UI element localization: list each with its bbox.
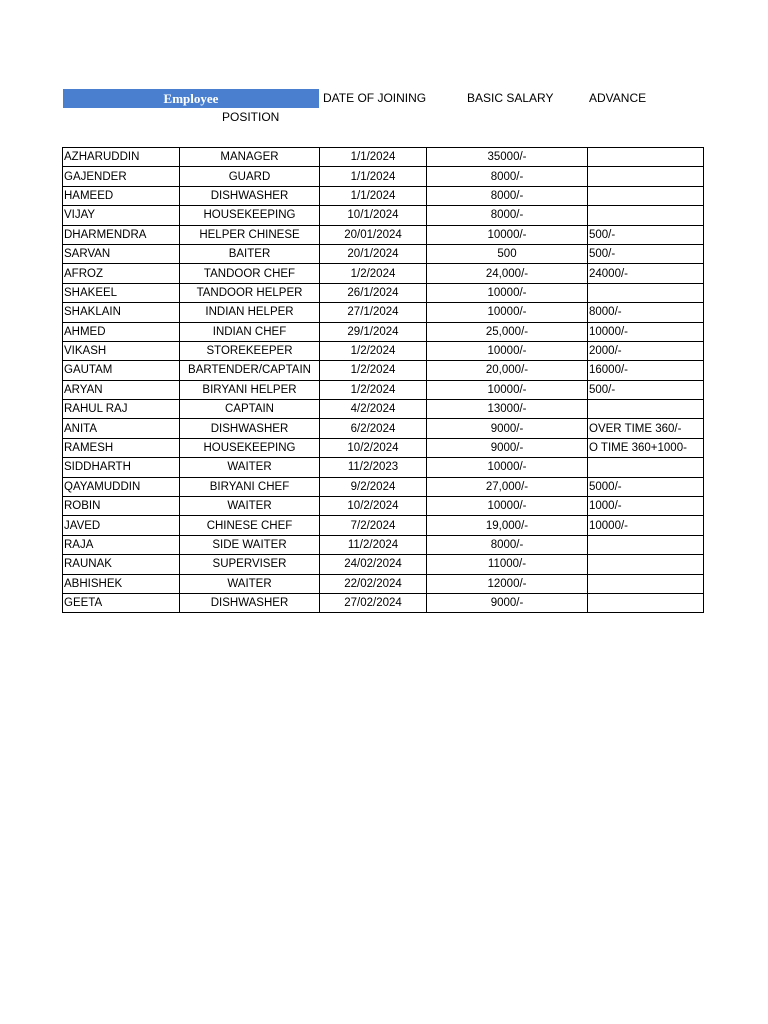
cell-date-of-joining: 26/1/2024	[320, 283, 427, 302]
cell-position: BARTENDER/CAPTAIN	[180, 361, 320, 380]
cell-position: INDIAN HELPER	[180, 303, 320, 322]
cell-basic-salary: 8000/-	[427, 186, 588, 205]
table-row	[63, 341, 704, 360]
cell-position: WAITER	[180, 574, 320, 593]
cell-date-of-joining: 20/1/2024	[320, 244, 427, 263]
cell-date-of-joining: 27/1/2024	[320, 303, 427, 322]
cell-advance	[588, 535, 704, 554]
cell-advance: 500/-	[588, 244, 704, 263]
cell-basic-salary: 9000/-	[427, 419, 588, 438]
cell-date-of-joining: 1/2/2024	[320, 361, 427, 380]
cell-date-of-joining: 7/2/2024	[320, 516, 427, 535]
employee-table	[62, 147, 704, 613]
cell-date-of-joining: 1/2/2024	[320, 264, 427, 283]
cell-name: RAUNAK	[63, 555, 180, 574]
table-row	[63, 303, 704, 322]
cell-advance	[588, 186, 704, 205]
table-row	[63, 574, 704, 593]
cell-date-of-joining: 4/2/2024	[320, 400, 427, 419]
table-row	[63, 206, 704, 225]
table-row	[63, 400, 704, 419]
cell-date-of-joining: 22/02/2024	[320, 574, 427, 593]
cell-name: AFROZ	[63, 264, 180, 283]
cell-advance	[588, 555, 704, 574]
cell-basic-salary: 24,000/-	[427, 264, 588, 283]
table-row	[63, 477, 704, 496]
cell-date-of-joining: 29/1/2024	[320, 322, 427, 341]
table-row	[63, 244, 704, 263]
cell-basic-salary: 8000/-	[427, 535, 588, 554]
cell-name: ANITA	[63, 419, 180, 438]
cell-name: RAMESH	[63, 438, 180, 457]
table-row	[63, 419, 704, 438]
cell-basic-salary: 12000/-	[427, 574, 588, 593]
cell-name: SHAKLAIN	[63, 303, 180, 322]
cell-position: TANDOOR HELPER	[180, 283, 320, 302]
table-row	[63, 148, 704, 167]
cell-date-of-joining: 24/02/2024	[320, 555, 427, 574]
cell-advance: 1000/-	[588, 497, 704, 516]
cell-position: DISHWASHER	[180, 419, 320, 438]
cell-advance	[588, 283, 704, 302]
cell-advance: 16000/-	[588, 361, 704, 380]
cell-name: SARVAN	[63, 244, 180, 263]
cell-advance	[588, 148, 704, 167]
cell-advance	[588, 593, 704, 612]
header-basic-salary: BASIC SALARY	[467, 91, 554, 105]
table-row	[63, 516, 704, 535]
cell-name: GAUTAM	[63, 361, 180, 380]
cell-position: HOUSEKEEPING	[180, 438, 320, 457]
cell-advance	[588, 458, 704, 477]
cell-position: CHINESE CHEF	[180, 516, 320, 535]
table-row	[63, 283, 704, 302]
employee-table-body	[63, 148, 704, 613]
cell-advance: 2000/-	[588, 341, 704, 360]
cell-name: RAHUL RAJ	[63, 400, 180, 419]
cell-date-of-joining: 1/2/2024	[320, 341, 427, 360]
cell-basic-salary: 25,000/-	[427, 322, 588, 341]
cell-basic-salary: 8000/-	[427, 206, 588, 225]
cell-name: HAMEED	[63, 186, 180, 205]
cell-name: JAVED	[63, 516, 180, 535]
cell-advance: 5000/-	[588, 477, 704, 496]
cell-date-of-joining: 9/2/2024	[320, 477, 427, 496]
cell-position: INDIAN CHEF	[180, 322, 320, 341]
cell-name: AZHARUDDIN	[63, 148, 180, 167]
cell-name: QAYAMUDDIN	[63, 477, 180, 496]
cell-advance: O TIME 360+1000-	[588, 438, 704, 457]
cell-date-of-joining: 1/2/2024	[320, 380, 427, 399]
cell-basic-salary: 10000/-	[427, 458, 588, 477]
cell-position: BAITER	[180, 244, 320, 263]
cell-position: DISHWASHER	[180, 593, 320, 612]
table-row	[63, 361, 704, 380]
cell-position: SUPERVISER	[180, 555, 320, 574]
cell-advance: 500/-	[588, 225, 704, 244]
table-row	[63, 593, 704, 612]
cell-basic-salary: 27,000/-	[427, 477, 588, 496]
cell-basic-salary: 20,000/-	[427, 361, 588, 380]
cell-position: DISHWASHER	[180, 186, 320, 205]
cell-basic-salary: 10000/-	[427, 380, 588, 399]
cell-position: CAPTAIN	[180, 400, 320, 419]
cell-advance	[588, 400, 704, 419]
cell-name: VIKASH	[63, 341, 180, 360]
table-row	[63, 225, 704, 244]
cell-position: BIRYANI CHEF	[180, 477, 320, 496]
table-row	[63, 438, 704, 457]
cell-name: GAJENDER	[63, 167, 180, 186]
cell-date-of-joining: 1/1/2024	[320, 148, 427, 167]
cell-position: WAITER	[180, 458, 320, 477]
cell-date-of-joining: 11/2/2023	[320, 458, 427, 477]
header-advance: ADVANCE	[589, 91, 647, 105]
cell-date-of-joining: 6/2/2024	[320, 419, 427, 438]
table-row	[63, 555, 704, 574]
cell-date-of-joining: 1/1/2024	[320, 167, 427, 186]
header-position: POSITION	[222, 110, 280, 124]
header-employee: Employee	[163, 91, 219, 106]
table-row	[63, 458, 704, 477]
cell-date-of-joining: 10/1/2024	[320, 206, 427, 225]
cell-basic-salary: 11000/-	[427, 555, 588, 574]
cell-advance	[588, 206, 704, 225]
cell-date-of-joining: 10/2/2024	[320, 438, 427, 457]
cell-basic-salary: 35000/-	[427, 148, 588, 167]
cell-name: ABHISHEK	[63, 574, 180, 593]
cell-basic-salary: 9000/-	[427, 438, 588, 457]
cell-advance: OVER TIME 360/-	[588, 419, 704, 438]
cell-date-of-joining: 10/2/2024	[320, 497, 427, 516]
cell-date-of-joining: 1/1/2024	[320, 186, 427, 205]
cell-basic-salary: 8000/-	[427, 167, 588, 186]
cell-position: STOREKEEPER	[180, 341, 320, 360]
cell-basic-salary: 10000/-	[427, 303, 588, 322]
cell-basic-salary: 500	[427, 244, 588, 263]
header-date-of-joining: DATE OF JOINING	[323, 91, 427, 105]
cell-name: RAJA	[63, 535, 180, 554]
cell-date-of-joining: 20/01/2024	[320, 225, 427, 244]
table-row	[63, 535, 704, 554]
cell-advance: 24000/-	[588, 264, 704, 283]
cell-advance: 10000/-	[588, 322, 704, 341]
cell-basic-salary: 10000/-	[427, 341, 588, 360]
cell-basic-salary: 9000/-	[427, 593, 588, 612]
cell-position: GUARD	[180, 167, 320, 186]
cell-advance: 500/-	[588, 380, 704, 399]
cell-name: VIJAY	[63, 206, 180, 225]
cell-basic-salary: 10000/-	[427, 225, 588, 244]
cell-date-of-joining: 11/2/2024	[320, 535, 427, 554]
cell-position: WAITER	[180, 497, 320, 516]
cell-basic-salary: 19,000/-	[427, 516, 588, 535]
table-row	[63, 322, 704, 341]
table-row	[63, 497, 704, 516]
cell-date-of-joining: 27/02/2024	[320, 593, 427, 612]
table-row	[63, 380, 704, 399]
cell-name: GEETA	[63, 593, 180, 612]
cell-name: DHARMENDRA	[63, 225, 180, 244]
cell-basic-salary: 10000/-	[427, 497, 588, 516]
cell-position: MANAGER	[180, 148, 320, 167]
cell-basic-salary: 10000/-	[427, 283, 588, 302]
cell-position: TANDOOR CHEF	[180, 264, 320, 283]
cell-advance	[588, 574, 704, 593]
table-row	[63, 167, 704, 186]
cell-advance	[588, 167, 704, 186]
cell-name: ROBIN	[63, 497, 180, 516]
cell-position: HOUSEKEEPING	[180, 206, 320, 225]
table-row	[63, 264, 704, 283]
cell-basic-salary: 13000/-	[427, 400, 588, 419]
cell-name: SIDDHARTH	[63, 458, 180, 477]
cell-advance: 8000/-	[588, 303, 704, 322]
cell-name: ARYAN	[63, 380, 180, 399]
cell-name: SHAKEEL	[63, 283, 180, 302]
cell-position: BIRYANI HELPER	[180, 380, 320, 399]
cell-advance: 10000/-	[588, 516, 704, 535]
cell-position: SIDE WAITER	[180, 535, 320, 554]
table-row	[63, 186, 704, 205]
cell-name: AHMED	[63, 322, 180, 341]
cell-position: HELPER CHINESE	[180, 225, 320, 244]
